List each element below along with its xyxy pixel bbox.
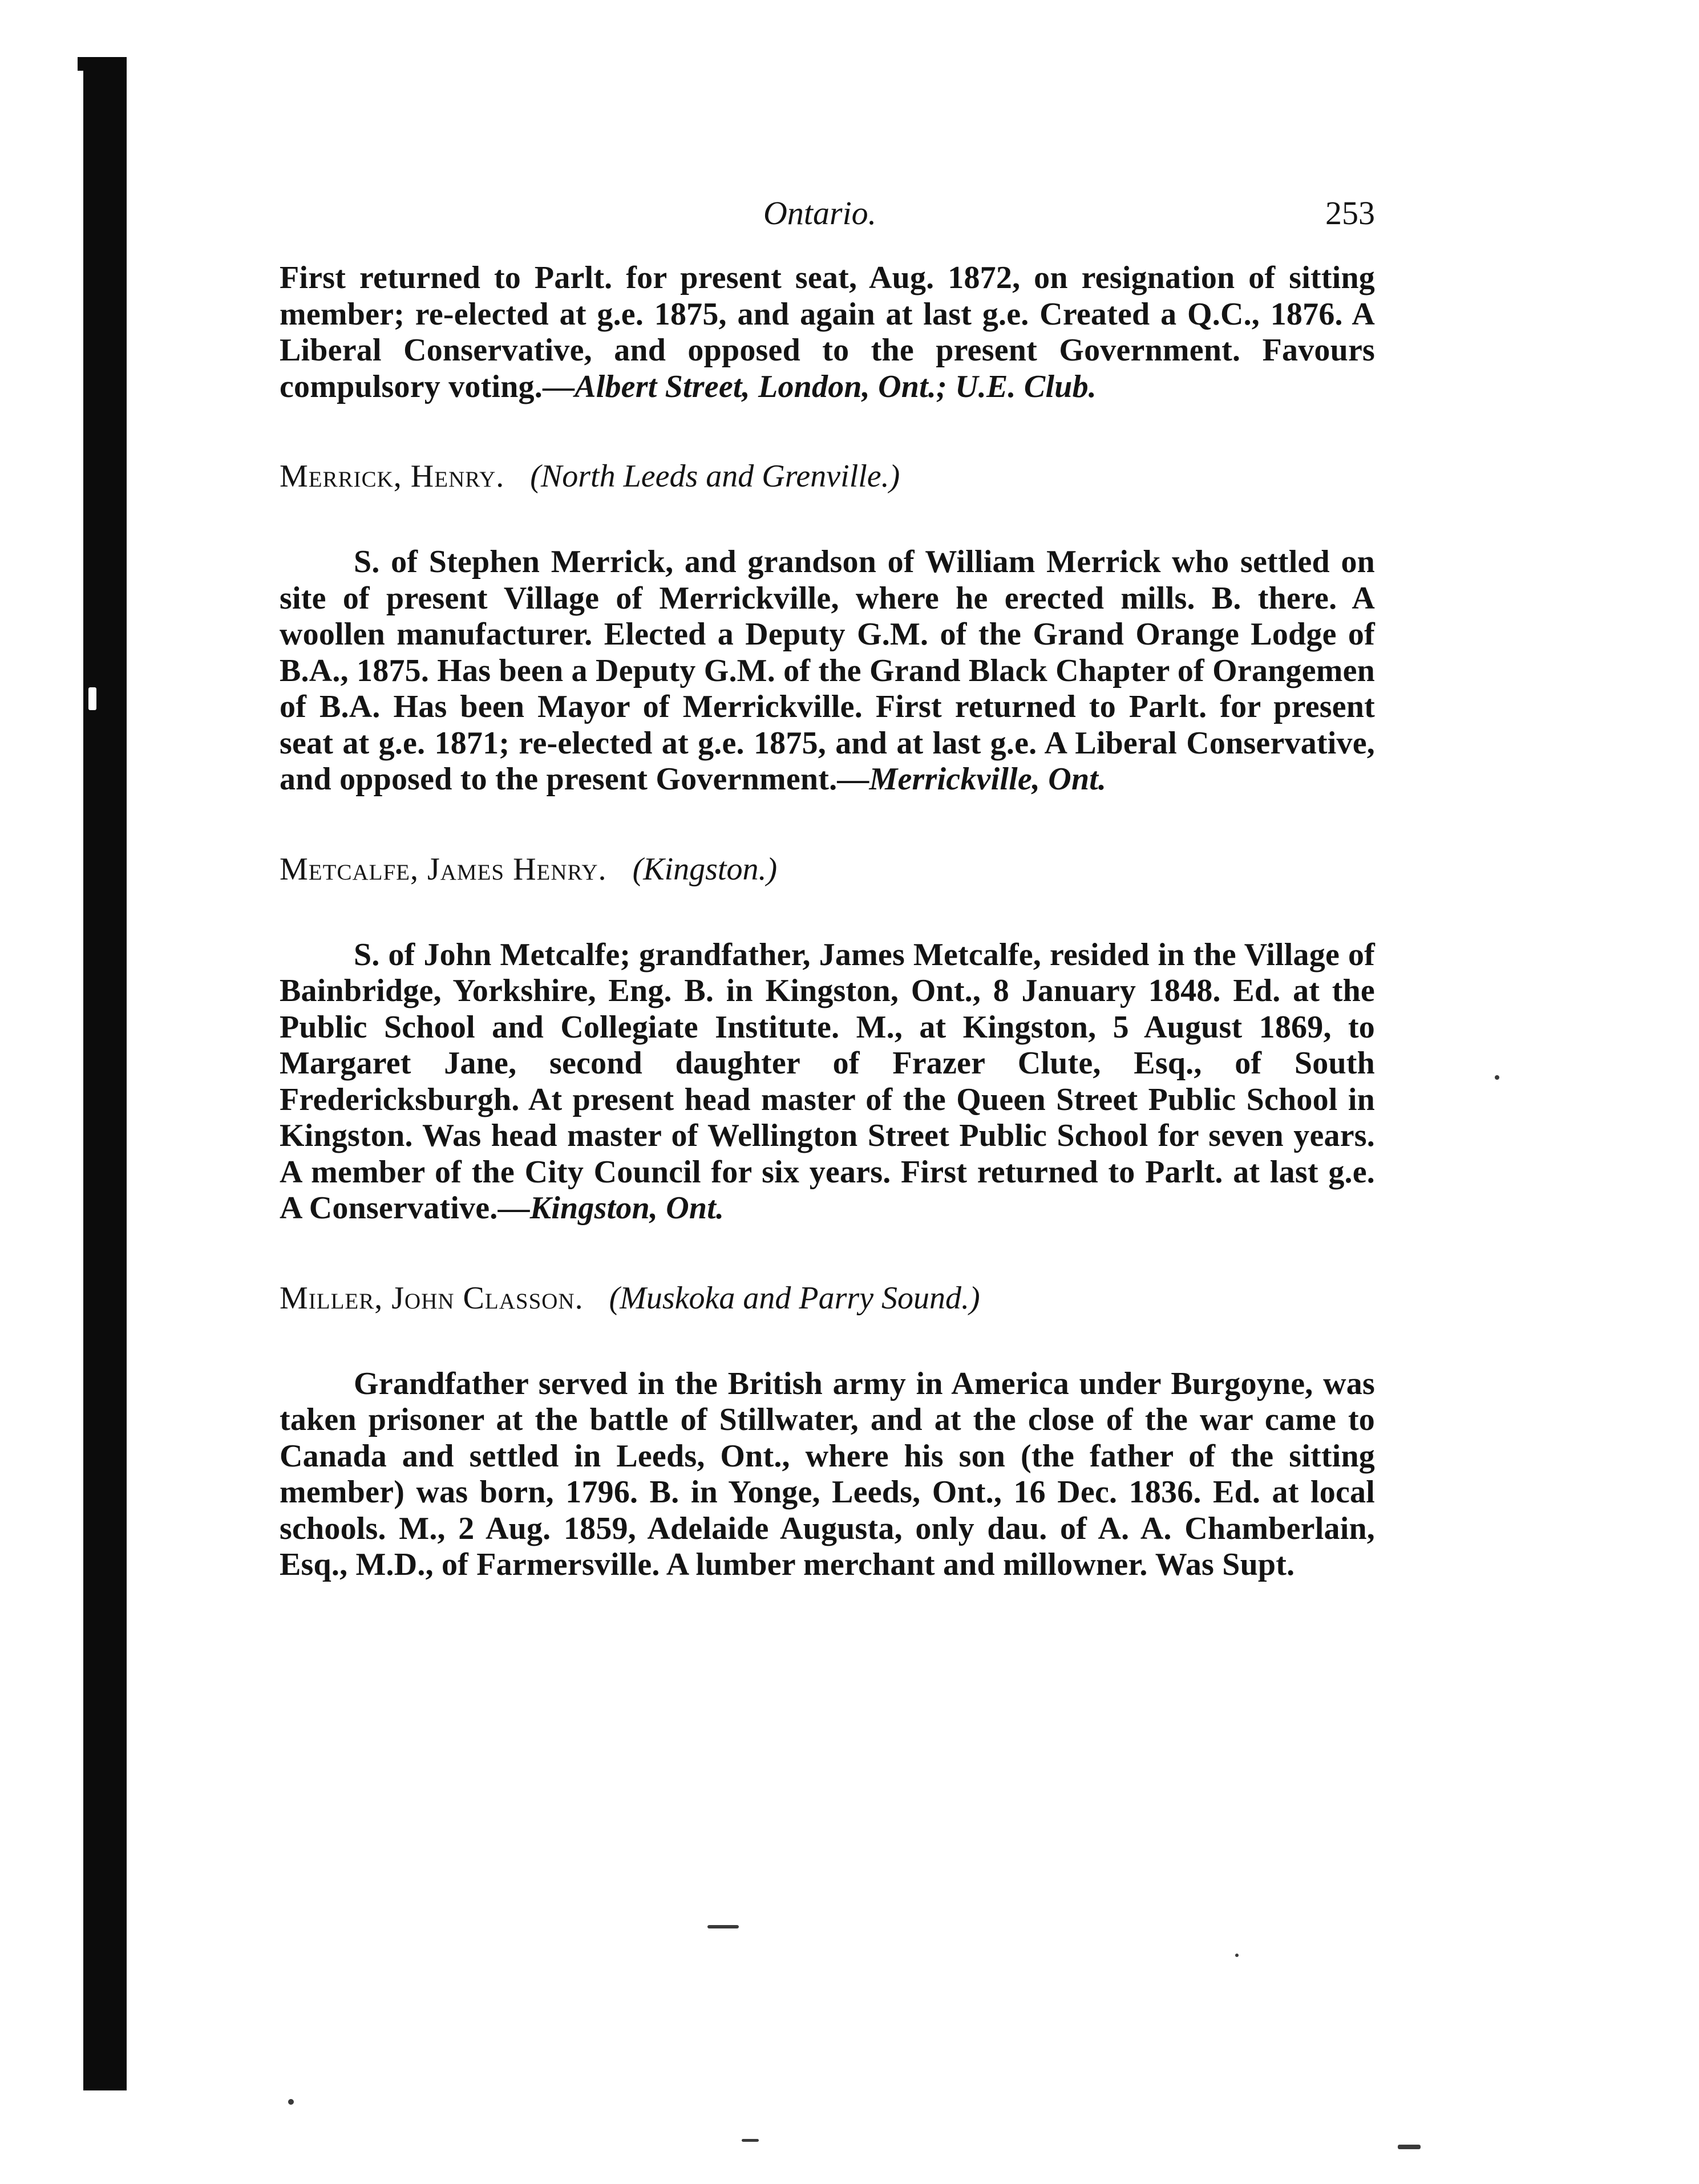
constituency: (Muskoka and Parry Sound.) bbox=[609, 1280, 980, 1316]
constituency: (Kingston.) bbox=[632, 851, 778, 887]
entry-text bbox=[280, 544, 1375, 798]
scan-speck bbox=[707, 1925, 739, 1928]
member-name: Merrick, Henry. bbox=[280, 459, 505, 494]
entry-heading bbox=[280, 1279, 1375, 1317]
continued-entry-address: Albert Street, London, Ont.; U.E. Club. bbox=[575, 368, 1097, 404]
member-name: Metcalfe, James Henry. bbox=[280, 851, 607, 887]
scan-speck bbox=[1235, 1954, 1239, 1957]
entry-heading bbox=[280, 457, 1375, 495]
entry-body: S. of Stephen Merrick, and grandson of William Merrick who settled on site of present Village of Merrickville, where he erected mills. B. there. A woollen manufacturer. Elected a Deputy G.M. of the Grand Orange Lodge of B.A., 1875. Has been a Deputy G.M. of the Grand Black Chapter of Orangemen of B.A. Has been Mayor of Merrickville. First returned to Parlt. for present seat at g.e. 1871; re-elected at g.e. 1875, and at last g.e. A Liberal Conservative, and opposed to the present Government.— bbox=[280, 544, 1375, 797]
entry-text bbox=[280, 937, 1375, 1227]
entry-address: Merrickville, Ont. bbox=[869, 761, 1107, 797]
binding-mark bbox=[88, 687, 96, 710]
scan-speck bbox=[742, 2139, 759, 2142]
running-title: Ontario. bbox=[763, 195, 877, 232]
continued-entry-body: First returned to Parlt. for present seat, Aug. 1872, on resignation of sitting member; re-elected at g.e. 1875, and again at last g.e. Created a Q.C., 1876. A Liberal Conservative, and opposed to the present Government. Favours compulsory voting.— bbox=[280, 260, 1375, 404]
entry-text bbox=[280, 1366, 1375, 1583]
book-page bbox=[280, 188, 1375, 1583]
entry-body: Grandfather served in the British army in America under Burgoyne, was taken prisoner at the battle of Stillwater, and at the close of the war came to Canada and settled in Leeds, Ont., where his son (the father of the sitting member) was born, 1796. B. in Yonge, Leeds, Ont., 16 Dec. 1836. Ed. at local schools. M., 2 Aug. 1859, Adelaide Augusta, only dau. of A. A. Chamberlain, Esq., M.D., of Farmersville. A lumber merchant and millowner. Was Supt. bbox=[280, 1365, 1375, 1582]
entry-body: S. of John Metcalfe; grandfather, James Metcalfe, resided in the Village of Bainbridge, Yorkshire, Eng. B. in Kingston, Ont., 8 January 1848. Ed. at the Public School and Collegiate Institute. M., at Kingston, 5 August 1869, to Margaret Jane, second daughter of Frazer Clute, Esq., of South Fredericksburgh. At present head master of the Queen Street Public School in Kingston. Was head master of Wellington Street Public School for seven years. A member of the City Council for six years. First returned to Parlt. at last g.e. A Conservative.— bbox=[280, 937, 1375, 1226]
continued-entry-text bbox=[280, 260, 1375, 405]
entry-address: Kingston, Ont. bbox=[529, 1190, 725, 1226]
entry-heading bbox=[280, 850, 1375, 888]
scan-speck bbox=[1398, 2145, 1421, 2149]
page-number: 253 bbox=[1325, 195, 1375, 232]
scan-speck bbox=[288, 2099, 294, 2105]
book-binding-top bbox=[78, 57, 127, 71]
scan-speck bbox=[1495, 1075, 1499, 1080]
member-name: Miller, John Classon. bbox=[280, 1280, 584, 1316]
constituency: (North Leeds and Grenville.) bbox=[530, 459, 900, 494]
running-header bbox=[280, 188, 1375, 240]
book-binding-edge bbox=[83, 60, 127, 2090]
